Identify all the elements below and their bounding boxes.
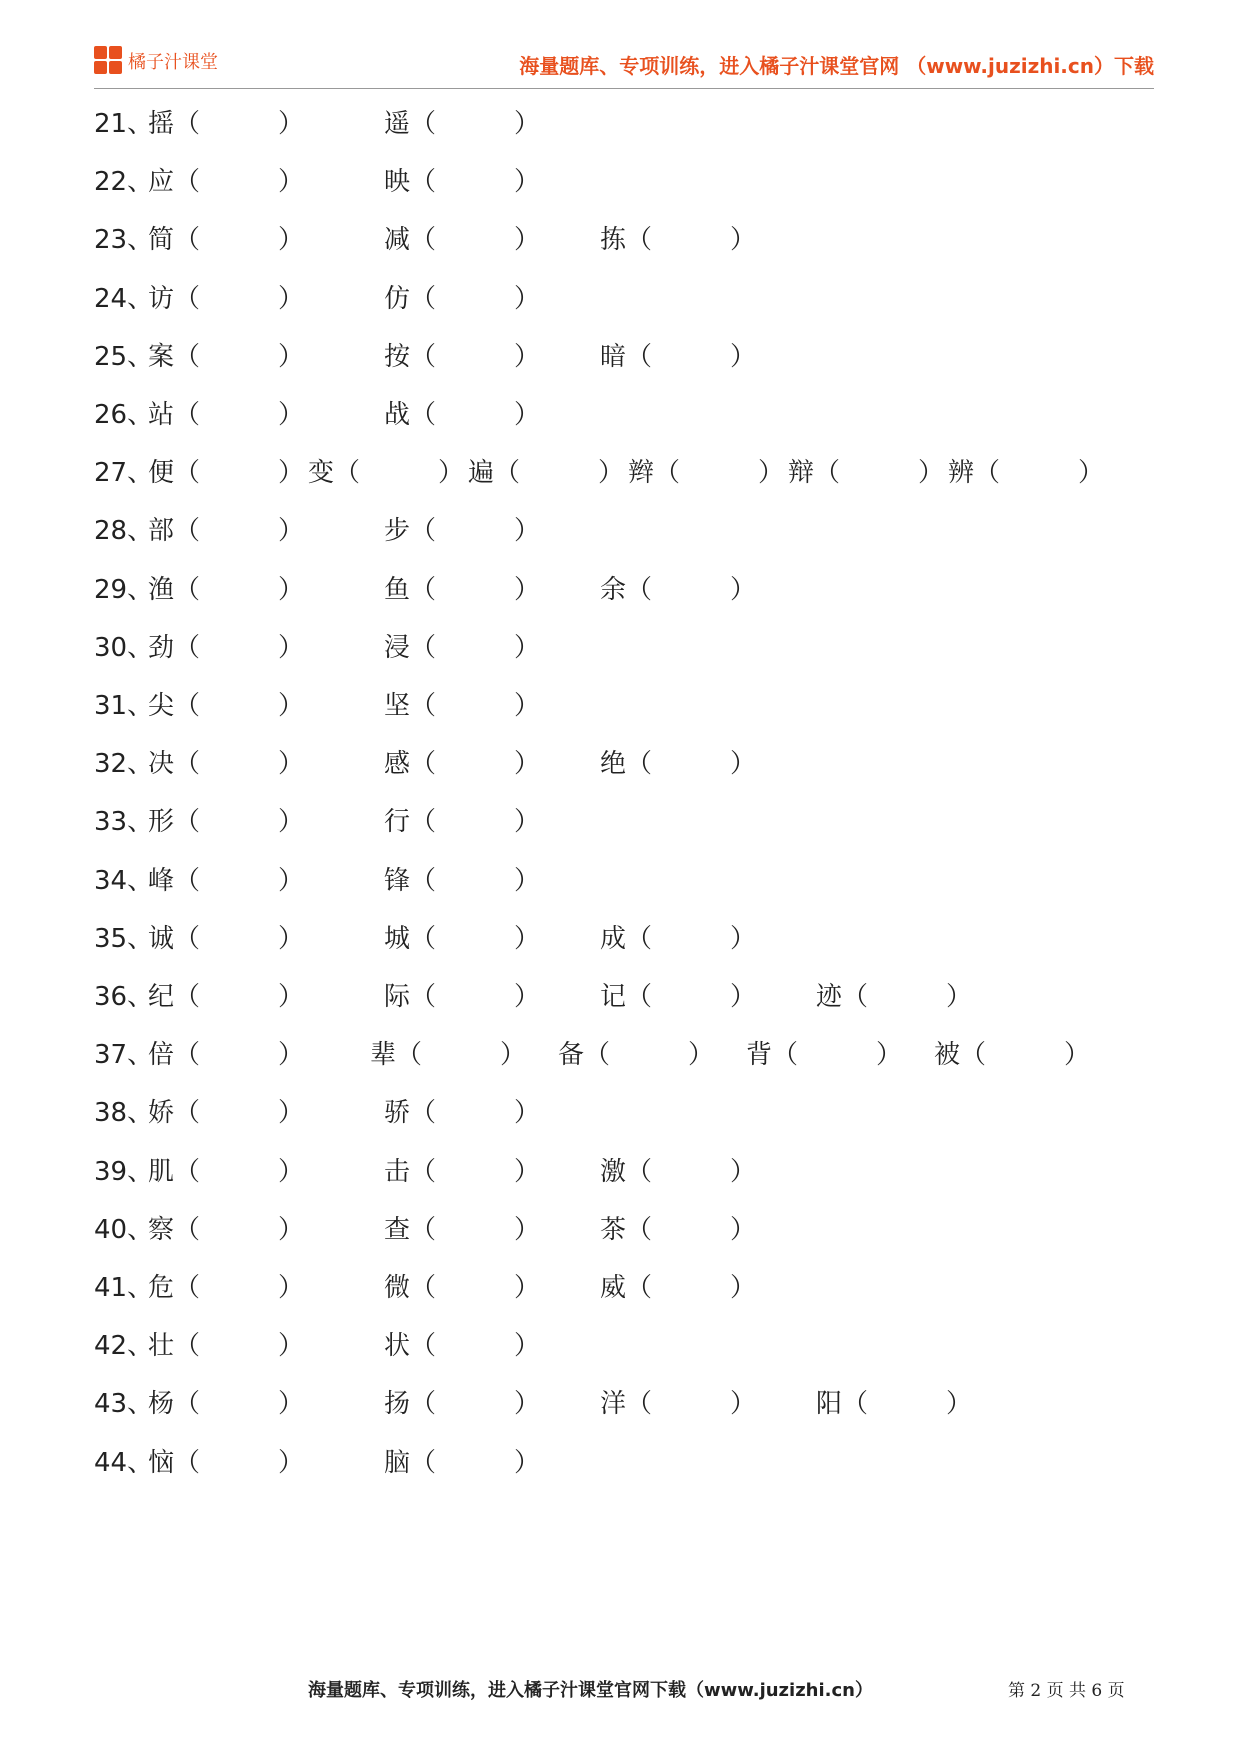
char-entry: 决（ ） [148, 749, 305, 780]
question-number: 21、 [94, 109, 154, 139]
question-number: 26、 [94, 400, 154, 430]
char-entry: 余（ ） [600, 574, 757, 605]
question-number: 32、 [94, 749, 154, 780]
char-entry: 辩（ ） [788, 458, 945, 489]
question-number: 35、 [94, 923, 154, 954]
footer-slogan: 海量题库、专项训练，进入橘子汁课堂官网下载（www.juzizhi.cn） [308, 1680, 873, 1701]
question-number: 34、 [94, 865, 154, 896]
char-entry: 坚（ ） [384, 691, 541, 721]
question-number: 30、 [94, 632, 154, 663]
char-entry: 查（ ） [384, 1214, 541, 1245]
brand-logo [94, 46, 218, 76]
char-entry: 被（ ） [934, 1040, 1091, 1071]
char-entry: 迹（ ） [816, 982, 973, 1012]
char-entry: 劲（ ） [148, 632, 305, 663]
question-number: 42、 [94, 1331, 154, 1362]
question-number: 40、 [94, 1214, 154, 1245]
question-number: 39、 [94, 1156, 154, 1187]
char-entry: 脑（ ） [384, 1447, 541, 1478]
char-entry: 城（ ） [384, 923, 541, 954]
question-number: 44、 [94, 1447, 154, 1478]
char-entry: 摇（ ） [148, 109, 305, 139]
char-entry: 遥（ ） [384, 109, 541, 139]
question-number: 29、 [94, 574, 154, 605]
question-number: 41、 [94, 1273, 154, 1303]
char-entry: 激（ ） [600, 1156, 757, 1187]
char-entry: 察（ ） [148, 1214, 305, 1245]
page-number: 第 2 页 共 6 页 [1008, 1681, 1125, 1701]
question-number: 25、 [94, 341, 154, 372]
char-entry: 杨（ ） [148, 1389, 305, 1420]
char-entry: 映（ ） [384, 167, 541, 198]
char-entry: 减（ ） [384, 225, 541, 256]
char-entry: 际（ ） [384, 982, 541, 1012]
char-entry: 锋（ ） [384, 865, 541, 896]
char-entry: 按（ ） [384, 341, 541, 372]
char-entry: 成（ ） [600, 923, 757, 954]
question-number: 43、 [94, 1389, 154, 1420]
char-entry: 威（ ） [600, 1273, 757, 1303]
char-entry: 辨（ ） [948, 458, 1105, 489]
char-entry: 尖（ ） [148, 691, 305, 721]
char-entry: 感（ ） [384, 749, 541, 780]
question-number: 36、 [94, 982, 154, 1012]
char-entry: 辫（ ） [628, 458, 785, 489]
char-entry: 渔（ ） [148, 574, 305, 605]
question-number: 24、 [94, 283, 154, 314]
header-slogan: 海量题库、专项训练，进入橘子汁课堂官网 （www.juzizhi.cn）下载 [519, 54, 1154, 78]
char-entry: 娇（ ） [148, 1098, 305, 1129]
char-entry: 仿（ ） [384, 283, 541, 314]
question-number: 22、 [94, 167, 154, 198]
char-entry: 倍（ ） [148, 1040, 305, 1071]
char-entry: 部（ ） [148, 516, 305, 547]
char-entry: 拣（ ） [600, 225, 757, 256]
char-entry: 案（ ） [148, 341, 305, 372]
char-entry: 行（ ） [384, 807, 541, 838]
char-entry: 诚（ ） [148, 923, 305, 954]
char-entry: 扬（ ） [384, 1389, 541, 1420]
char-entry: 击（ ） [384, 1156, 541, 1187]
char-entry: 备（ ） [558, 1040, 715, 1071]
char-entry: 步（ ） [384, 516, 541, 547]
question-number: 38、 [94, 1098, 154, 1129]
char-entry: 骄（ ） [384, 1098, 541, 1129]
question-number: 33、 [94, 807, 154, 838]
char-entry: 战（ ） [384, 400, 541, 430]
char-entry: 恼（ ） [148, 1447, 305, 1478]
brand-name: 橘子汁课堂 [128, 52, 218, 73]
question-number: 31、 [94, 691, 154, 721]
char-entry: 危（ ） [148, 1273, 305, 1303]
char-entry: 辈（ ） [370, 1040, 527, 1071]
char-entry: 记（ ） [600, 982, 757, 1012]
char-entry: 肌（ ） [148, 1156, 305, 1187]
char-entry: 峰（ ） [148, 865, 305, 896]
char-entry: 壮（ ） [148, 1331, 305, 1362]
char-entry: 纪（ ） [148, 982, 305, 1012]
char-entry: 状（ ） [384, 1331, 541, 1362]
char-entry: 遍（ ） [468, 458, 625, 489]
char-entry: 访（ ） [148, 283, 305, 314]
char-entry: 微（ ） [384, 1273, 541, 1303]
char-entry: 应（ ） [148, 167, 305, 198]
question-number: 37、 [94, 1040, 154, 1071]
page-footer [0, 1670, 1240, 1710]
char-entry: 简（ ） [148, 225, 305, 256]
char-entry: 形（ ） [148, 807, 305, 838]
char-entry: 茶（ ） [600, 1214, 757, 1245]
char-entry: 背（ ） [746, 1040, 903, 1071]
question-number: 27、 [94, 458, 154, 489]
question-number: 28、 [94, 516, 154, 547]
char-entry: 站（ ） [148, 400, 305, 430]
char-entry: 便（ ） [148, 458, 305, 489]
char-entry: 浸（ ） [384, 632, 541, 663]
logo-icon [94, 46, 124, 76]
char-entry: 阳（ ） [816, 1389, 973, 1420]
page-header [94, 40, 1154, 89]
char-entry: 鱼（ ） [384, 574, 541, 605]
question-number: 23、 [94, 225, 154, 256]
char-entry: 洋（ ） [600, 1389, 757, 1420]
char-entry: 暗（ ） [600, 341, 757, 372]
char-entry: 绝（ ） [600, 749, 757, 780]
char-entry: 变（ ） [308, 458, 465, 489]
